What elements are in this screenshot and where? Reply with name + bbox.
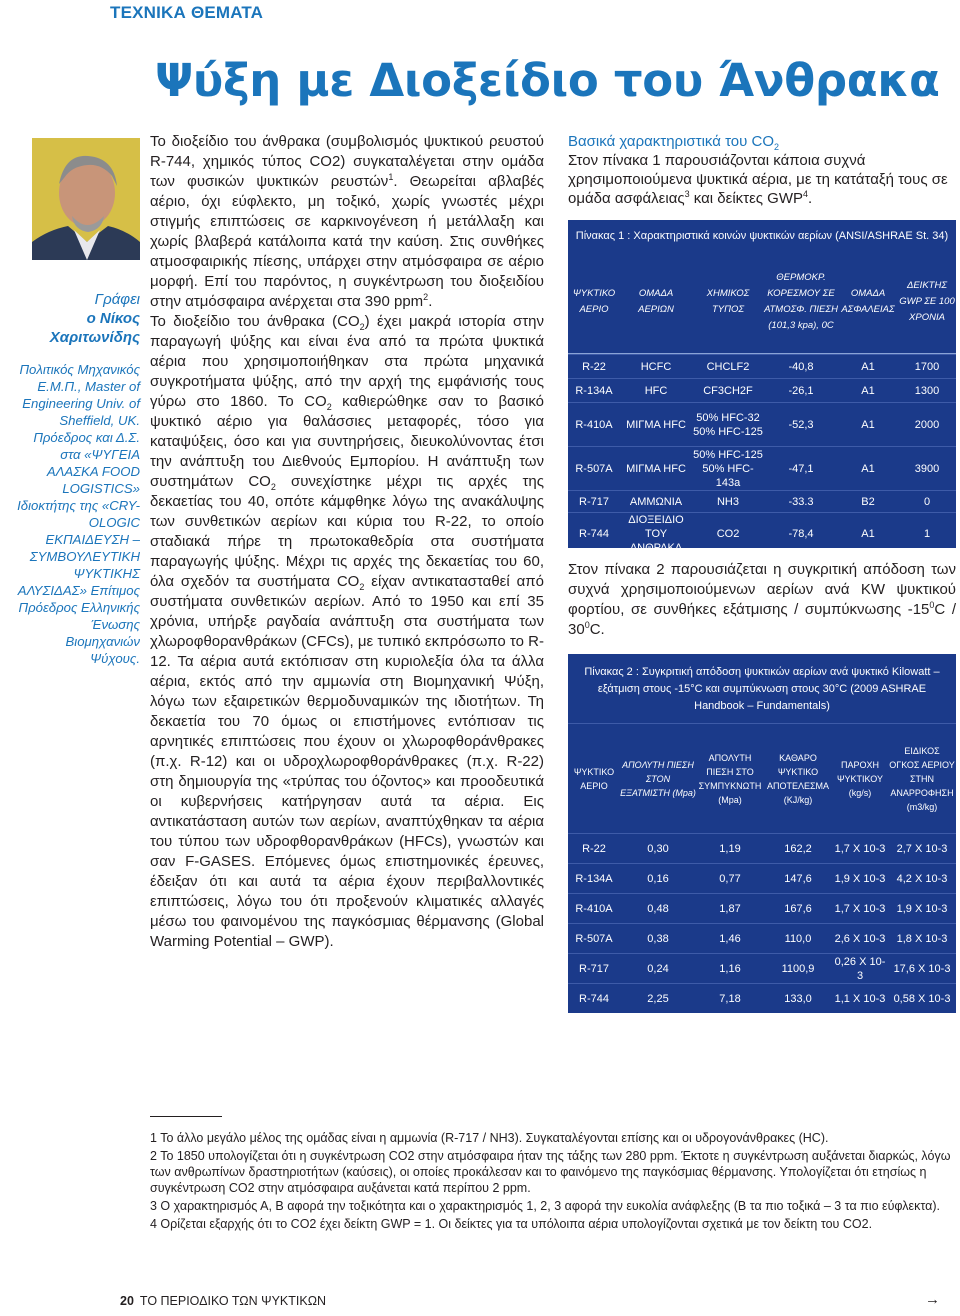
table-1-header-cell: ΧΗΜΙΚΟΣ ΤΥΠΟΣ xyxy=(706,287,750,315)
table-cell: B2 xyxy=(861,495,875,508)
table-cell: 2,6 X 10-3 xyxy=(834,932,886,945)
table-1-caption: Πίνακας 1 : Χαρακτηριστικά κοινών ψυκτικών αερίων (ANSI/ASHRAE St. 34) xyxy=(575,230,949,242)
author-block xyxy=(14,290,140,667)
table-cell: R-134A xyxy=(575,872,613,885)
footnotes xyxy=(150,1130,956,1234)
table-1 xyxy=(568,220,956,554)
table-cell: -52,3 xyxy=(788,418,814,431)
table-cell: R-717 xyxy=(579,495,609,508)
table-cell: 162,2 xyxy=(784,842,812,855)
table-cell: -26,1 xyxy=(788,384,814,397)
table-cell: 0,58 X 10-3 xyxy=(893,992,951,1005)
table-cell: CF3CH2F xyxy=(703,384,753,397)
table-cell: 3900 xyxy=(914,462,940,475)
table-cell: 110,0 xyxy=(784,932,812,945)
table-row xyxy=(568,953,956,983)
table-cell: 0,38 xyxy=(647,932,669,945)
table-row xyxy=(568,402,956,446)
table-cell: 1,7 X 10-3 xyxy=(834,902,886,915)
table-cell: A1 xyxy=(861,384,875,397)
table-2-body xyxy=(568,833,956,1013)
table-cell: R-410A xyxy=(575,902,613,915)
table-1-header xyxy=(568,250,956,354)
table-cell: 17,6 X 10-3 xyxy=(893,962,951,975)
table-cell: R-717 xyxy=(579,962,609,975)
table-1-header-cell: ΔΕΙΚΤΗΣ GWP ΣΕ 100 ΧΡΟΝΙΑ xyxy=(899,279,955,323)
table-row xyxy=(568,446,956,490)
table-1-header-cell: ΨΥΚΤΙΚΟ ΑΕΡΙΟ xyxy=(572,287,616,315)
table-cell: 50% HFC-125 50% HFC-143a xyxy=(693,448,763,489)
table-cell: R-134A xyxy=(575,384,613,397)
table-cell: -47,1 xyxy=(788,462,814,475)
author-writes: Γράφει xyxy=(94,291,140,308)
author-credentials: Πολιτικός Μηχανικός Ε.Μ.Π., Master of Engineering Univ. of Sheffield, UK. Πρόεδρος και Δ.Σ. στα «ΨΥΓΕΙΑ ΑΛΑΣΚΑ FOOD LOGISTICS» Ιδιοκτήτης της «CRY-OLOGIC ΕΚΠΑΙΔΕΥΣΗ – ΣΥΜΒΟΥΛΕΥΤΙΚΗ ΨΥΚΤΙΚΗΣ ΑΛΥΣΙΔΑΣ» Επίτιμος Πρόεδρος Ελληνικής Ένωσης Βιομηχανιών Ψύχους. xyxy=(17,362,140,666)
table-cell: ΜΙΓΜΑ HFC xyxy=(626,418,686,431)
table-cell: A1 xyxy=(861,462,875,475)
table-cell: ΜΙΓΜΑ HFC xyxy=(626,462,686,475)
author-name-1: ο Νίκος xyxy=(86,310,140,327)
table-2-header-cell: ΑΠΟΛΥΤΗ ΠΙΕΣΗ ΣΤΟ ΣΥΜΠΥΚΝΩΤΗ (Mpa) xyxy=(698,752,762,805)
table-2-header-cell: ΨΥΚΤΙΚΟ ΑΕΡΙΟ xyxy=(573,766,615,791)
table-2-header-cell: ΠΑΡΟΧΗ ΨΥΚΤΙΚΟΥ (kg/s) xyxy=(837,759,883,798)
table-cell: 1,9 X 10-3 xyxy=(834,872,886,885)
table-cell: 167,6 xyxy=(784,902,812,915)
table-row xyxy=(568,923,956,953)
page-footer xyxy=(120,1294,326,1308)
table-cell: 2,25 xyxy=(647,992,669,1005)
table-cell: R-22 xyxy=(582,360,606,373)
table-cell: CHCLF2 xyxy=(706,360,750,373)
table-row xyxy=(568,863,956,893)
table-cell: R-22 xyxy=(582,842,606,855)
publication-name: ΤΟ ΠΕΡΙΟΔΙΚΟ ΤΩΝ ΨΥΚΤΙΚΩΝ xyxy=(139,1294,327,1308)
right-mid-text: Στον πίνακα 2 παρουσιάζεται η συγκριτική απόδοση των συχνά χρησιμοποιούμενων αερίων ανά KW ψυκτικού φορτίου, σε συνθήκες εξάτμισης / συμπύκνωσης $-15^0C / 30^0C$. xyxy=(568,561,956,638)
table-1-body xyxy=(568,354,956,554)
right-column xyxy=(568,132,956,1013)
table-cell: 7,18 xyxy=(719,992,741,1005)
table-cell: 0,26 X 10-3 xyxy=(834,955,886,982)
table-row xyxy=(568,833,956,863)
table-cell: A1 xyxy=(861,528,875,540)
table-cell: 133,0 xyxy=(784,992,812,1005)
table-cell: ΔΙΟΞΕΙΔΙΟ ΤΟΥ ΑΝΘΡΑΚΑ xyxy=(628,514,684,554)
footnote-1: 1 Το άλλο μεγάλο μέλος της ομάδας είναι η αμμωνία (R-717 / NH3). Συγκαταλέγονται επίσης και οι υδρογονάνθρακες (HC). xyxy=(150,1131,829,1145)
table-2 xyxy=(568,654,956,1013)
table-cell: 0,77 xyxy=(719,872,741,885)
table-2-caption: Πίνακας 2 : Συγκριτική απόδοση ψυκτικών αερίων ανά ψυκτικό Kilowatt – εξάτμιση στους -15°C και συμπύκνωση στους 30°C (2009 ASHRAE Handbook – Fundamentals) xyxy=(584,666,940,712)
table-cell: 1,19 xyxy=(719,842,741,855)
article-paragraph-2: Το διοξείδιο του άνθρακα $(CO_2)$ έχει μακρά ιστορία στην παραγωγή ψύξης και είναι ένα από τα πρώτα ψυκτικά αέρια που χρησιμοποιήθηκαν στα πρώτα μηχανικά συγκροτήματα ψύξης, από την αρχή της εμφάνισής τους γύρω στο 1860. Το $CO_2$ καθιερώθηκε σαν το βασικό ψυκτικό αέριο για θαλάσσιες μεταφορές, τόσο για καταψύξεις, όσο και για συντηρήσεις, διευκολύνοντας έτσι την ανάπτυξη του Διεθνούς Εμπορίου. Η ανάπτυξη των συστημάτων $CO_2$ συνεχίστηκε μέχρι τις αρχές της δεκαετίας του 40, οπότε κάμφθηκε λόγω της ανακάλυψης των συνθετικών αερίων και κύρια του R-22, το οποίο σταδιακά πήρε τη πρωτοκαθεδρία στα συστήματα παραγωγής ψύξης. Μέχρι τις αρχές της δεκαετίας του 60, όλα σχεδόν τα συστήματα $CO_2$ είχαν αντικατασταθεί από συστήματα συνθετικών αερίων. Από το 1950 και επί 35 χρόνια, υπήρξε ραγδαία ανάπτυξη στα συστήματα των χλωροφθορανθράκων (CFCs), με τυπικό εκπρόσωπο το R-12. Τα αέρια αυτά εκτόπισαν στη κυριολεξία όλα τα άλλα αέρια, εκτός από την αμμωνία στη Βιομηχανική Ψύξη, λόγω των εξαιρετικών θερμοδυναμικών της ιδιοτήτων. Τη δεκαετία του 70 όμως οι επιστήμονες εντόπισαν τις αρνητικές επιπτώσεις που έχουν οι χλωροφθοράνθρακες (π.χ. R-12) και οι υδροχλωροφθοράνθρακες (π.χ. R-22) στη δημιουργία της «τρύπας του όζοντος» και προοδευτικά οι κυβερνήσεις κατήργησαν αυτά τα αέρια. Εις αντικατάσταση αυτών των αερίων, αναπτύχθηκαν τα αέρια του τύπου των υδροφθορανθράκων (HFCs), γνωστών και σαν F-GASES. Επόμενες όμως επιστημονικές έρευνες, έδειξαν ότι και αυτά τα αέρια έχουν περιβαλλοντικές επιπτώσεις, λόγω του ότι προξενούν κλιματικές αλλαγές μέσω του φαινομένου της παγκόσμιας θέρμανσης (Global Warming Potential – GWP). xyxy=(150,313,544,950)
table-cell: 1,8 X 10-3 xyxy=(896,932,948,945)
author-name-2: Χαριτωνίδης xyxy=(49,329,140,346)
table-cell: -33.3 xyxy=(788,495,814,508)
right-intro: Στον πίνακα 1 παρουσιάζονται κάποια συχνά χρησιμοποιούμενα ψυκτικά αέρια, με τη κατάταξή τους σε ομάδα ασφάλειας$^3$ και δείκτες GWP$^4$. xyxy=(568,152,948,207)
author-portrait-image xyxy=(32,138,140,260)
table-cell: 1,16 xyxy=(719,962,741,975)
table-cell: CO2 xyxy=(716,528,740,540)
table-cell: 1,46 xyxy=(719,932,741,945)
footnote-2: 2 Το 1850 υπολογίζεται ότι η συγκέντρωση CO2 στην ατμόσφαιρα ήταν της τάξης των 280 ppm. Έκτοτε η συγκέντρωση αυξάνεται διαρκώς, λόγω των ανθρωπίνων δραστηριοτήτων (καύσεις), οι οποίες προκάλεσαν και το φαινόμενο της παγκόσμιας θέρμανσης. Υπολογίζεται ότι ετησίως η συγκέντρωση CO2 στην ατμόσφαιρα αυξάνεται κατά περίπου 2 ppm. xyxy=(150,1149,951,1195)
table-cell: 50% HFC-32 50% HFC-125 xyxy=(693,411,763,438)
table-cell: R-507A xyxy=(575,932,613,945)
table-row xyxy=(568,893,956,923)
article-body xyxy=(150,132,544,952)
table-cell: 1 xyxy=(923,528,931,540)
table-cell: 1300 xyxy=(914,384,940,397)
table-row xyxy=(568,983,956,1013)
footnote-3: 3 Ο χαρακτηρισμός Α, Β αφορά την τοξικότητα και ο χαρακτηρισμός 1, 2, 3 αφορά την ευκολία ανάφλεξης (Β τα πιο τοξικά – 3 τα πιο εύφλεκτα). xyxy=(150,1199,940,1213)
table-cell: R-410A xyxy=(575,418,613,431)
table-2-header-cell: ΑΠΟΛΥΤΗ ΠΙΕΣΗ ΣΤΟΝ ΕΞΑΤΜΙΣΤΗ (Mpa) xyxy=(620,759,696,798)
next-page-arrow-icon: → xyxy=(925,1291,940,1308)
section-tag: ΤΕΧΝΙΚΑ ΘΕΜΑΤΑ xyxy=(110,3,264,22)
page-title: Ψύξη με Διοξείδιο του Άνθρακα xyxy=(155,54,940,107)
article-paragraph-1: Το διοξείδιο του άνθρακα (συμβολισμός ψυκτικού ρευστού R-744, χημικός τύπος CO2) συγκαταλέγεται στην ομάδα των φυσικών ψυκτικών ρευστών$^1$. Θεωρείται αβλαβές αέριο, όχι εύφλεκτο, μη τοξικό, χωρίς γνωστές μέχρι στιγμής επιπτώσεις σε καρκινογένεση ή μετάλλαξη και χωρίς βλαβερά κατάλοιπα κατά την καύση. Στις συνθήκες ατμοσφαιρικής πίεσης, υπάρχει στην ατμόσφαιρα σε αέριο μορφή. Επί του παρόντος, η συγκέντρωση του διοξειδίου στην ατμόσφαιρα ανέρχεται στα 390 ppm$^2$. xyxy=(150,133,544,310)
table-1-header-cell: ΟΜΑΔΑ ΑΕΡΙΩΝ xyxy=(638,287,674,315)
table-2-header-cell: ΚΑΘΑΡΟ ΨΥΚΤΙΚΟ ΑΠΟΤΕΛΕΣΜΑ (KJ/kg) xyxy=(766,752,830,805)
table-cell: 1,7 X 10-3 xyxy=(834,842,886,855)
table-cell: 4,2 X 10-3 xyxy=(896,872,948,885)
table-cell: A1 xyxy=(861,360,875,373)
table-2-header-cell: ΕΙΔΙΚΟΣ ΟΓΚΟΣ ΑΕΡΙΟΥ ΣΤΗΝ ΑΝΑΡΡΟΦΗΣΗ (m3/kg) xyxy=(889,745,955,812)
table-row xyxy=(568,354,956,378)
table-cell: 1,9 X 10-3 xyxy=(896,902,948,915)
table-cell: -40,8 xyxy=(788,360,814,373)
table-cell: 0,16 xyxy=(647,872,669,885)
table-cell: -78,4 xyxy=(788,528,814,540)
table-cell: 2,7 X 10-3 xyxy=(896,842,948,855)
author-portrait xyxy=(32,138,140,260)
table-cell: ΑΜΜΩΝΙΑ xyxy=(629,495,683,508)
table-cell: HFC xyxy=(644,384,668,397)
table-cell: HCFC xyxy=(640,360,672,373)
table-cell: 1,87 xyxy=(719,902,741,915)
footnote-4: 4 Ορίζεται εξαρχής ότι το CO2 έχει δείκτη GWP = 1. Οι δείκτες για τα υπόλοιπα αέρια υπολογίζονται σχετικά με τον δείκτη του CO2. xyxy=(150,1217,873,1231)
table-row xyxy=(568,490,956,512)
table-cell: 1100,9 xyxy=(781,962,815,975)
footnote-divider xyxy=(150,1116,222,1117)
table-row xyxy=(568,378,956,402)
table-cell: R-744 xyxy=(579,528,609,540)
table-cell: R-507A xyxy=(575,462,613,475)
table-cell: 2000 xyxy=(914,418,940,431)
table-cell: 0,30 xyxy=(647,842,669,855)
table-cell: NH3 xyxy=(716,495,739,508)
table-cell: 1,1 X 10-3 xyxy=(834,992,886,1005)
table-cell: A1 xyxy=(861,418,875,431)
table-cell: 0,24 xyxy=(647,962,669,975)
table-cell: 0 xyxy=(923,495,931,508)
table-1-header-cell: ΘΕΡΜΟΚΡ. ΚΟΡΕΣΜΟΥ ΣΕ ΑΤΜΟΣΦ. ΠΙΕΣΗ (101,3 kpa), 0C xyxy=(764,271,838,331)
table-cell: 1700 xyxy=(914,360,940,373)
table-cell: R-744 xyxy=(579,992,609,1005)
table-1-header-cell: ΟΜΑΔΑ ΑΣΦΑΛΕΙΑΣ xyxy=(841,287,895,315)
right-heading: Βασικά χαρακτηριστικά του $CO_2$ xyxy=(568,133,780,152)
table-cell: 0,48 xyxy=(647,902,669,915)
table-cell: 147,6 xyxy=(784,872,812,885)
table-2-header xyxy=(568,723,956,833)
page-number: 20 xyxy=(120,1294,134,1308)
table-row xyxy=(568,512,956,554)
